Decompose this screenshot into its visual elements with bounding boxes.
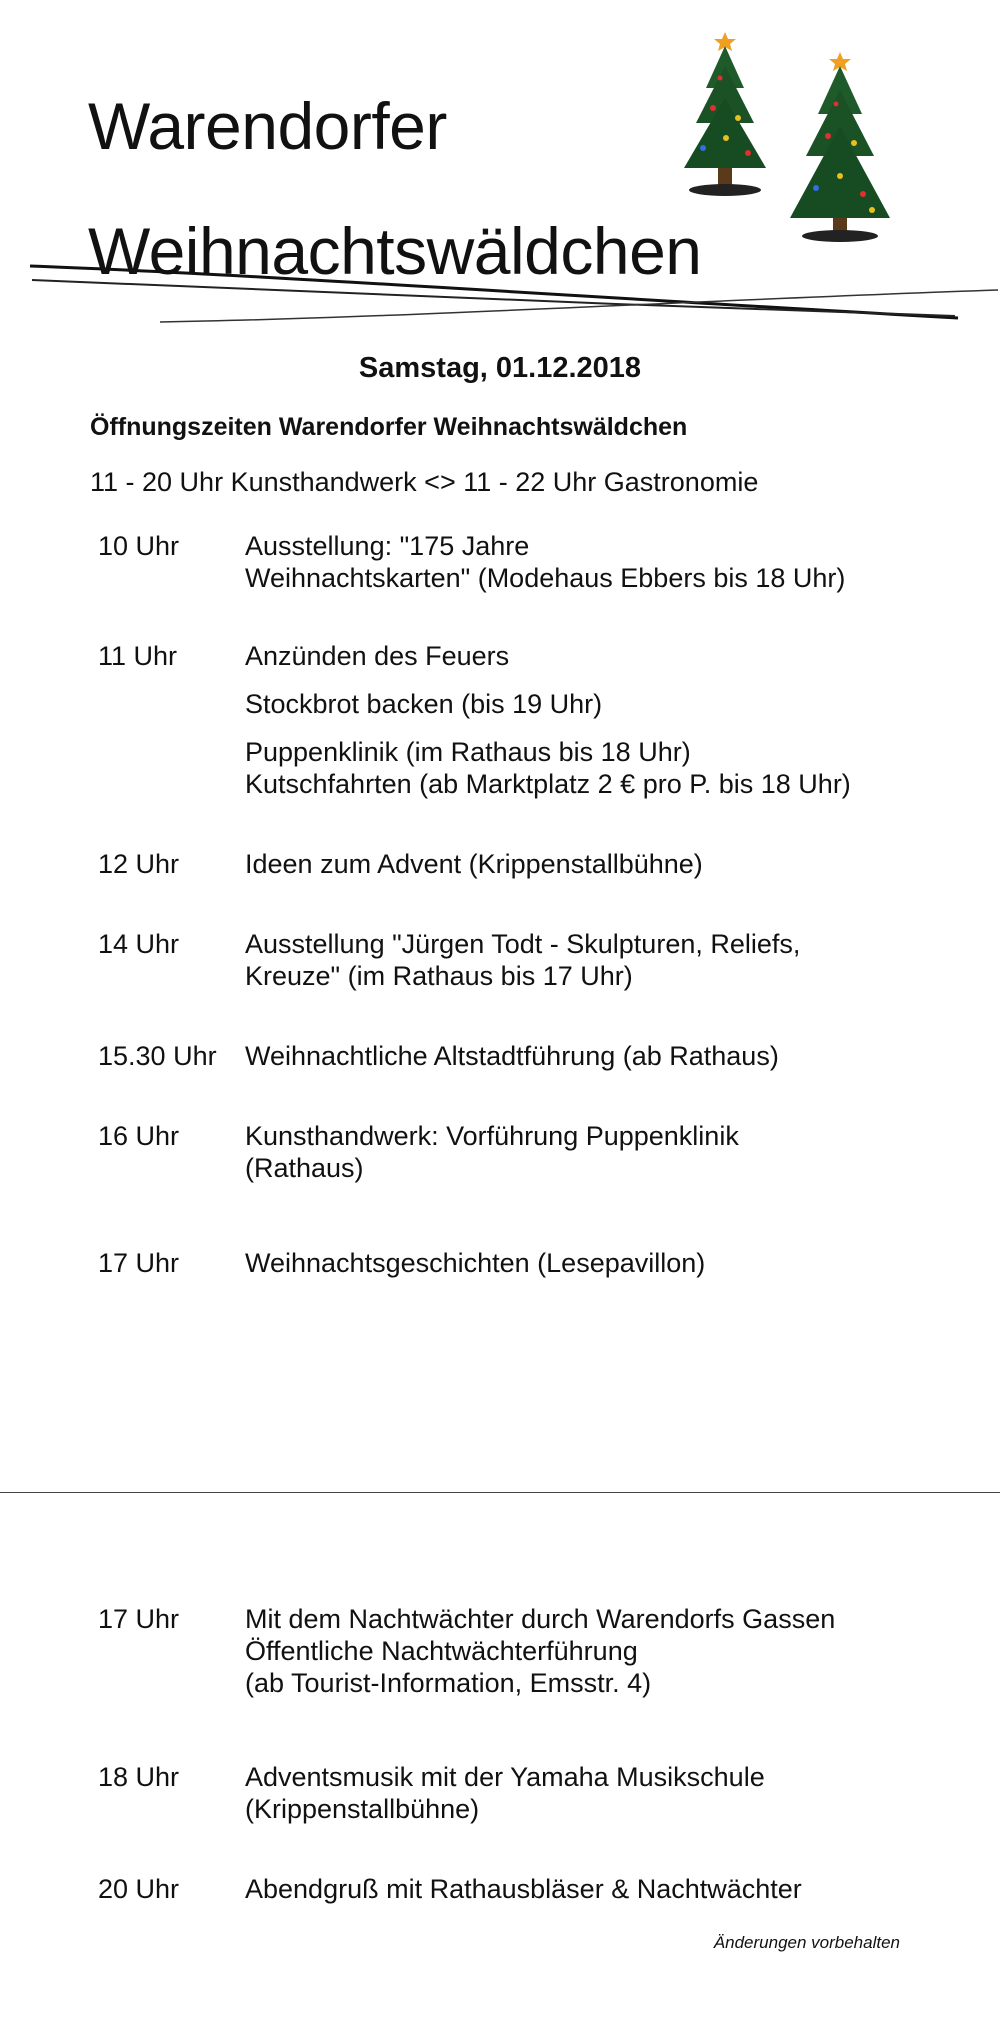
schedule-time: 16 Uhr [98,1121,180,1151]
schedule-text: Weihnachtliche Altstadtführung (ab Rathaus) [245,1041,779,1071]
page-title-line1: Warendorfer [88,89,447,163]
opening-hours-text: 11 - 20 Uhr Kunsthandwerk <> 11 - 22 Uhr Gastronomie [90,467,759,497]
schedule-text: Kutschfahrten (ab Marktplatz 2 € pro P. bis 18 Uhr) [245,769,851,799]
schedule-text: Anzünden des Feuers [245,641,510,671]
schedule-text: Kunsthandwerk: Vorführung Puppenklinik [245,1121,739,1151]
schedule-text: Ausstellung "Jürgen Todt - Skulpturen, Reliefs, [245,929,801,959]
opening-hours-title: Öffnungszeiten Warendorfer Weihnachtswäldchen [90,413,688,441]
schedule-time: 17 Uhr [98,1604,180,1634]
schedule-text: Abendgruß mit Rathausbläser & Nachtwächter [245,1874,802,1904]
schedule-text: Mit dem Nachtwächter durch Warendorfs Gassen [245,1604,836,1634]
section-divider [0,1492,1000,1493]
schedule-text: Weihnachtsgeschichten (Lesepavillon) [245,1248,706,1278]
schedule-text: Öffentliche Nachtwächterführung [245,1636,638,1666]
schedule-time: 12 Uhr [98,849,180,879]
schedule-text: (Rathaus) [245,1153,364,1183]
schedule-text: Weihnachtskarten" (Modehaus Ebbers bis 18 Uhr) [245,563,846,593]
schedule-text: Kreuze" (im Rathaus bis 17 Uhr) [245,961,633,991]
schedule-time: 17 Uhr [98,1248,180,1278]
schedule-text: Ausstellung: "175 Jahre [245,531,530,561]
schedule-text: (ab Tourist-Information, Emsstr. 4) [245,1668,652,1698]
page-title-line2: Weihnachtswäldchen [88,214,702,288]
schedule-text: Stockbrot backen (bis 19 Uhr) [245,689,603,719]
footer-note: Änderungen vorbehalten [713,1933,900,1952]
schedule-time: 18 Uhr [98,1762,180,1792]
schedule-time: 14 Uhr [98,929,180,959]
schedule-text: Puppenklinik (im Rathaus bis 18 Uhr) [245,737,691,767]
schedule-time: 10 Uhr [98,531,180,561]
schedule-text: (Krippenstallbühne) [245,1794,480,1824]
schedule-text: Ideen zum Advent (Krippenstallbühne) [245,849,703,879]
schedule-text: Adventsmusik mit der Yamaha Musikschule [245,1762,765,1792]
event-date: Samstag, 01.12.2018 [358,352,642,384]
schedule-time: 20 Uhr [98,1874,180,1904]
schedule-time: 11 Uhr [98,641,178,671]
schedule-time: 15.30 Uhr [98,1041,217,1071]
christmas-trees-icon [658,18,928,248]
